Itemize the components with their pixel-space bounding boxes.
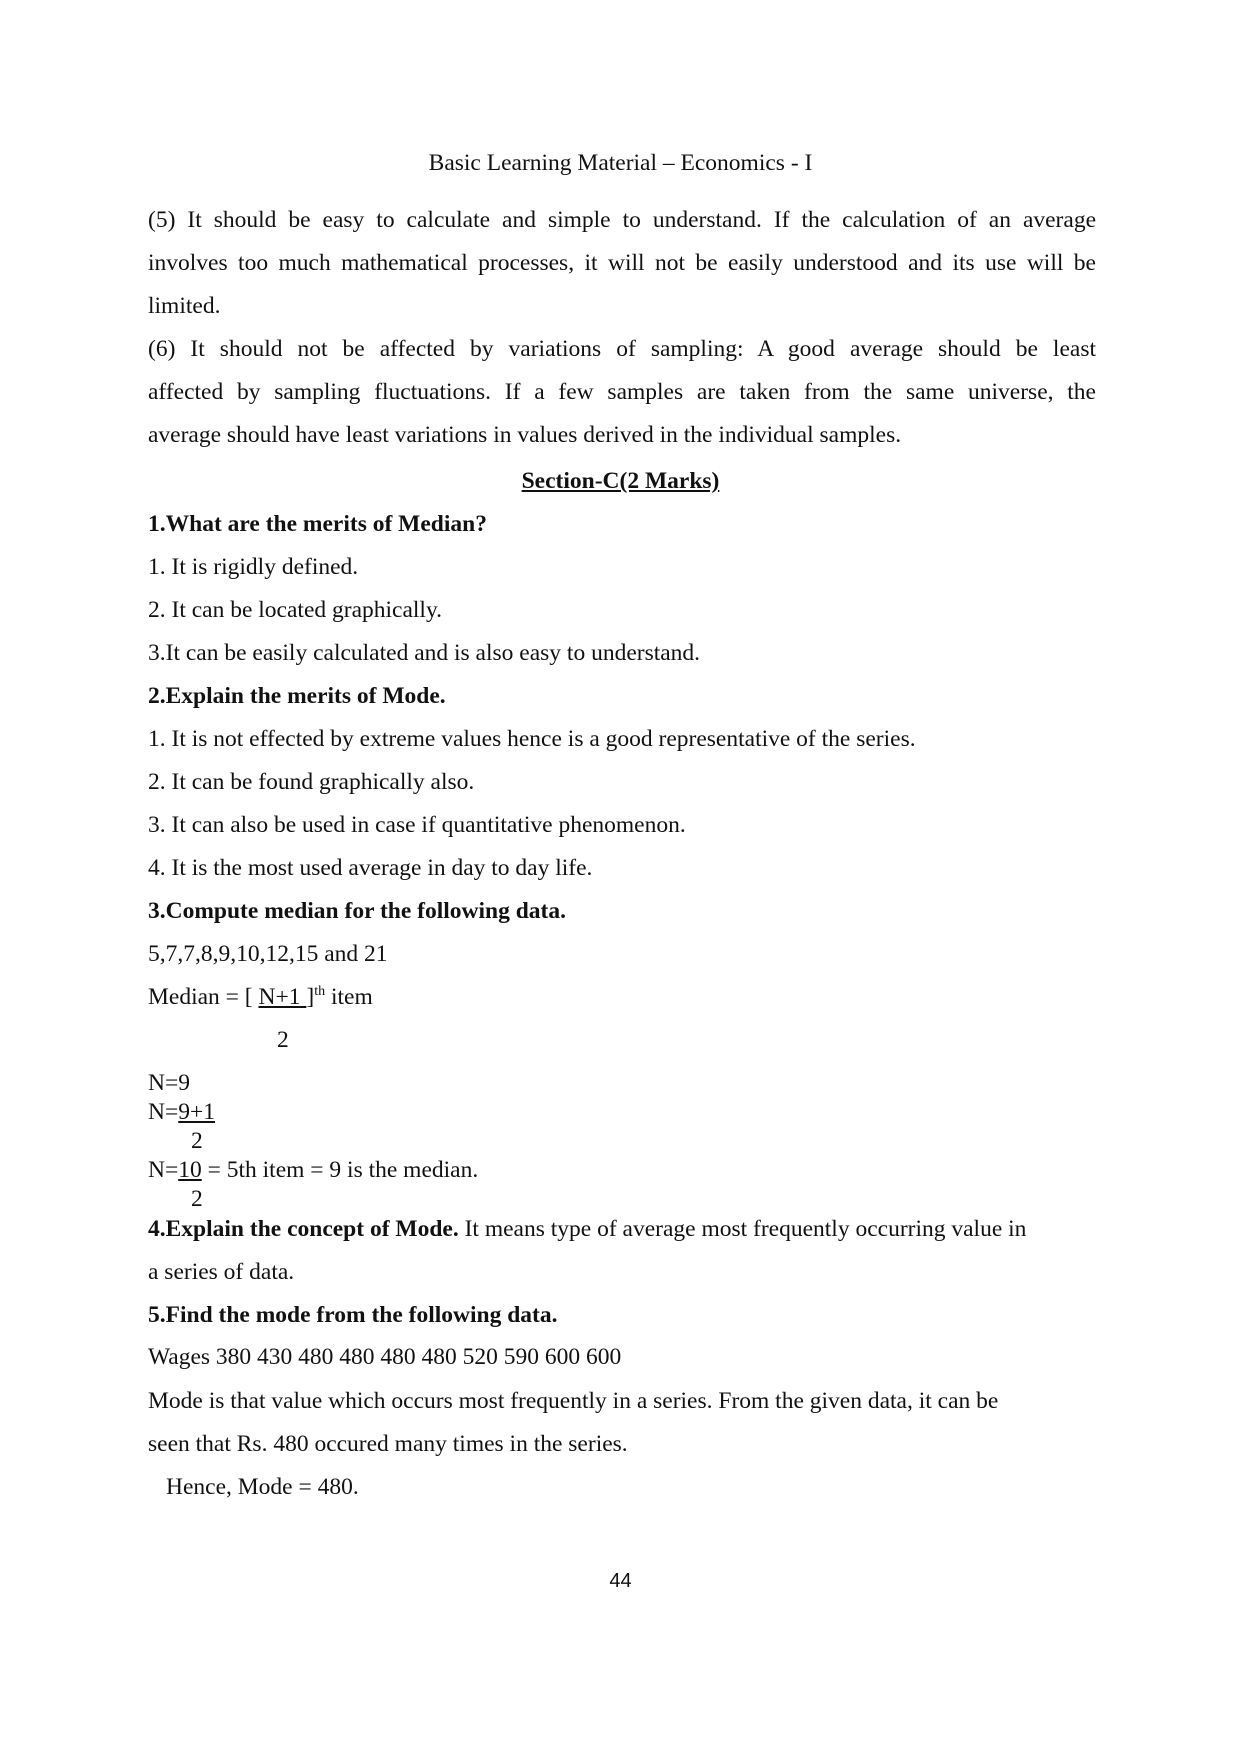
median-formula-denominator: 2 (277, 1027, 289, 1053)
step2-suffix: = 5th item = 9 is the median. (201, 1157, 479, 1183)
median-formula (148, 982, 373, 1012)
q1-answer-2: 2. It can be located graphically. (148, 597, 443, 623)
step1-denominator: 2 (191, 1128, 203, 1154)
q4-question: 4.Explain the concept of Mode. (148, 1216, 459, 1242)
q5-answer-line1: Mode is that value which occurs most frequently in a series. From the given data, it can be (148, 1388, 999, 1414)
q2-answer-1: 1. It is not effected by extreme values hence is a good representative of the series. (148, 726, 916, 752)
q2-answer-4: 4. It is the most used average in day to day life. (148, 855, 593, 881)
n-value: N=9 (148, 1070, 190, 1096)
step2-line (148, 1155, 478, 1185)
median-formula-bracket: ] (306, 984, 315, 1010)
q5-data: Wages 380 430 480 480 480 480 520 590 600 600 (148, 1344, 622, 1370)
q4-line2: a series of data. (148, 1259, 295, 1285)
step1-numerator: 9+1 (178, 1099, 215, 1125)
point5-line3: limited. (148, 293, 221, 319)
step1-line (148, 1097, 215, 1127)
q5-answer-line2: seen that Rs. 480 occured many times in the series. (148, 1431, 628, 1457)
q1-answer-3: 3.It can be easily calculated and is also easy to understand. (148, 640, 701, 666)
q5-conclusion: Hence, Mode = 480. (166, 1474, 359, 1500)
point5-line1: (5) It should be easy to calculate and simple to understand. If the calculation of an average (148, 207, 1096, 233)
step2-denominator: 2 (191, 1186, 203, 1212)
page-number: 44 (609, 1570, 632, 1592)
q2-question: 2.Explain the merits of Mode. (148, 683, 446, 709)
section-title: Section-C(2 Marks) (521, 468, 720, 494)
point6-line2: affected by sampling fluctuations. If a few samples are taken from the same universe, the (148, 379, 1096, 405)
point6-line1: (6) It should not be affected by variations of sampling: A good average should be least (148, 336, 1096, 362)
q1-answer-1: 1. It is rigidly defined. (148, 554, 359, 580)
median-formula-prefix: Median = [ (148, 984, 259, 1010)
step2-prefix: N= (148, 1157, 179, 1183)
step1-prefix: N= (148, 1099, 179, 1125)
q5-question: 5.Find the mode from the following data. (148, 1302, 558, 1328)
median-formula-suffix: item (325, 984, 373, 1010)
q4-answer: It means type of average most frequently occurring value in (458, 1216, 1027, 1242)
q3-data: 5,7,7,8,9,10,12,15 and 21 (148, 941, 388, 967)
median-formula-superscript: th (314, 984, 326, 999)
q3-question: 3.Compute median for the following data. (148, 898, 566, 924)
page-header: Basic Learning Material – Economics - I (428, 150, 813, 176)
point6-line3: average should have least variations in values derived in the individual samples. (148, 422, 902, 448)
step2-numerator: 10 (178, 1157, 202, 1183)
q1-question: 1.What are the merits of Median? (148, 511, 487, 537)
q2-answer-3: 3. It can also be used in case if quantitative phenomenon. (148, 812, 686, 838)
median-formula-numerator: N+1 (258, 984, 307, 1010)
point5-line2: involves too much mathematical processes, it will not be easily understood and its use will be (148, 250, 1096, 276)
q2-answer-2: 2. It can be found graphically also. (148, 769, 475, 795)
q4-line1 (148, 1214, 1026, 1244)
